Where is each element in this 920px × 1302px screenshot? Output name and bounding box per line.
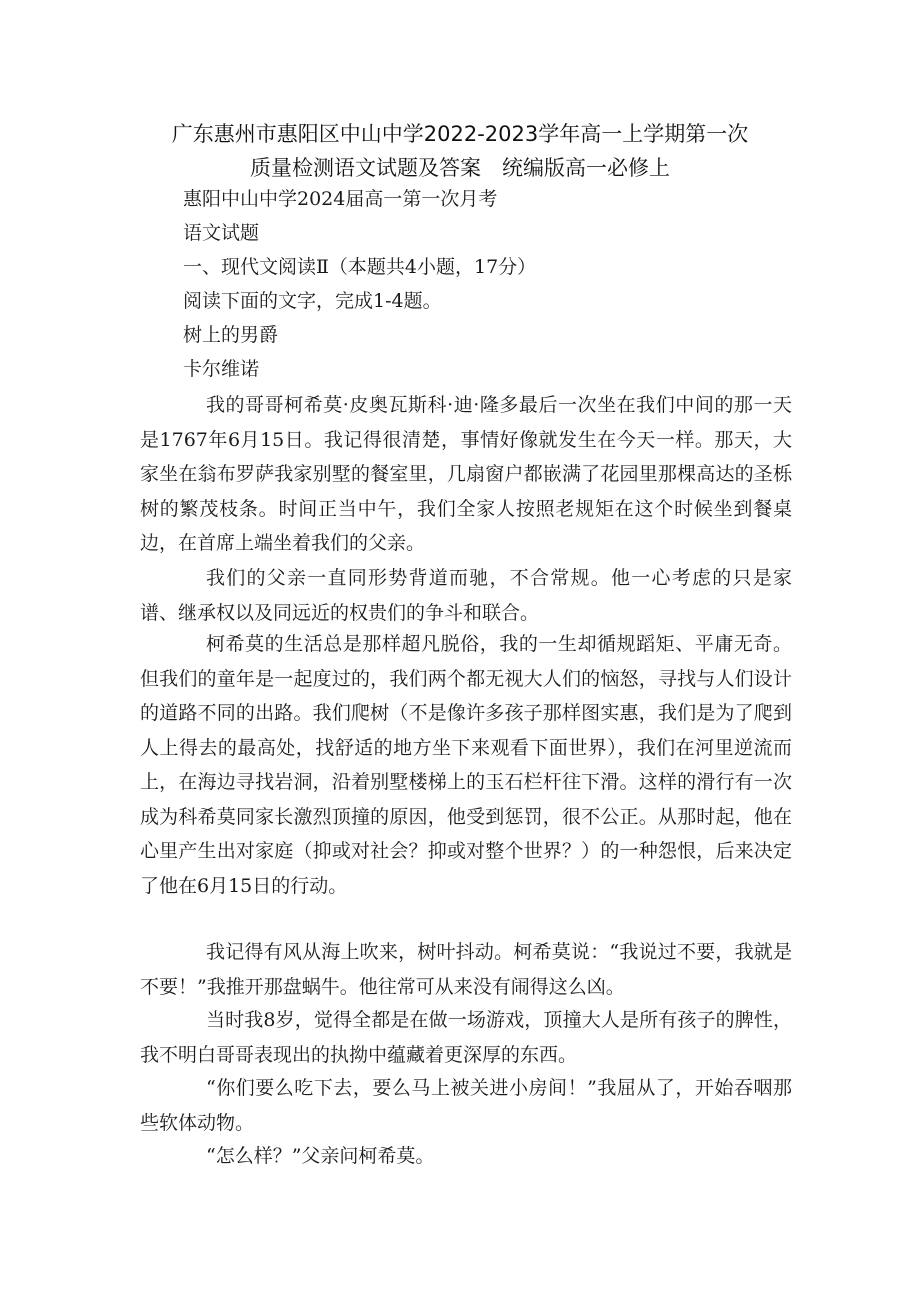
story-paragraph-6: “你们要么吃下去，要么马上被关进小房间！”我屈从了，开始吞咽那些软体动物。 [140,1077,792,1134]
story-author: 卡尔维诺 [183,358,260,380]
story-paragraph-5: 当时我8岁，觉得全都是在做一场游戏，顶撞大人是所有孩子的脾性，我不明白哥哥表现出的执拗中蕴藏着更深厚的东西。 [140,1009,792,1066]
document-title-line-1: 广东惠州市惠阳区中山中学2022-2023学年高一上学期第一次 [171,122,749,146]
exam-name: 惠阳中山中学2024届高一第一次月考 [183,188,498,210]
section-heading: 一、现代文阅读Ⅱ（本题共4小题，17分） [183,256,537,278]
story-paragraph-7: “怎么样？”父亲问柯希莫。 [206,1145,435,1167]
document-title-line-2: 质量检测语文试题及答案 统编版高一必修上 [250,156,670,180]
story-paragraph-3: 柯希莫的生活总是那样超凡脱俗，我的一生却循规蹈矩、平庸无奇。但我们的童年是一起度过的，我们两个都无视大人们的恼怒，寻找与人们设计的道路不同的出路。我们爬树（不是像许多孩子那样图实惠，我们是为了爬到人上得去的最高处，找舒适的地方坐下来观看下面世界），我们在河里逆流而上，在海边寻找岩洞，沿着别墅楼梯上的玉石栏杆往下滑。这样的滑行有一次成为科希莫同家长激烈顶撞的原因，他受到惩罚，很不公正。从那时起，他在心里产生出对家庭（抑或对社会？抑或对整个世界？）的一种怨恨，后来决定了他在6月15日的行动。 [140,633,792,897]
reading-instruction: 阅读下面的文字，完成1-4题。 [183,290,442,312]
subject-label: 语文试题 [183,222,260,244]
story-paragraph-1: 我的哥哥柯希莫·皮奥瓦斯科·迪·隆多最后一次坐在我们中间的那一天是1767年6月15日。我记得很清楚，事情好像就发生在今天一样。那天，大家坐在翁布罗萨我家别墅的餐室里，几扇窗户都嵌满了花园里那棵高达的圣栎树的繁茂枝条。时间正当中午，我们全家人按照老规矩在这个时候坐到餐桌边，在首席上端坐着我们的父亲。 [140,394,792,554]
story-paragraph-4: 我记得有风从海上吹来，树叶抖动。柯希莫说：“我说过不要，我就是不要！”我推开那盘蜗牛。他往常可从来没有闹得这么凶。 [140,941,792,998]
story-paragraph-2: 我们的父亲一直同形势背道而驰，不合常规。他一心考虑的只是家谱、继承权以及同远近的权贵们的争斗和联合。 [140,567,792,624]
story-title: 树上的男爵 [183,324,279,346]
